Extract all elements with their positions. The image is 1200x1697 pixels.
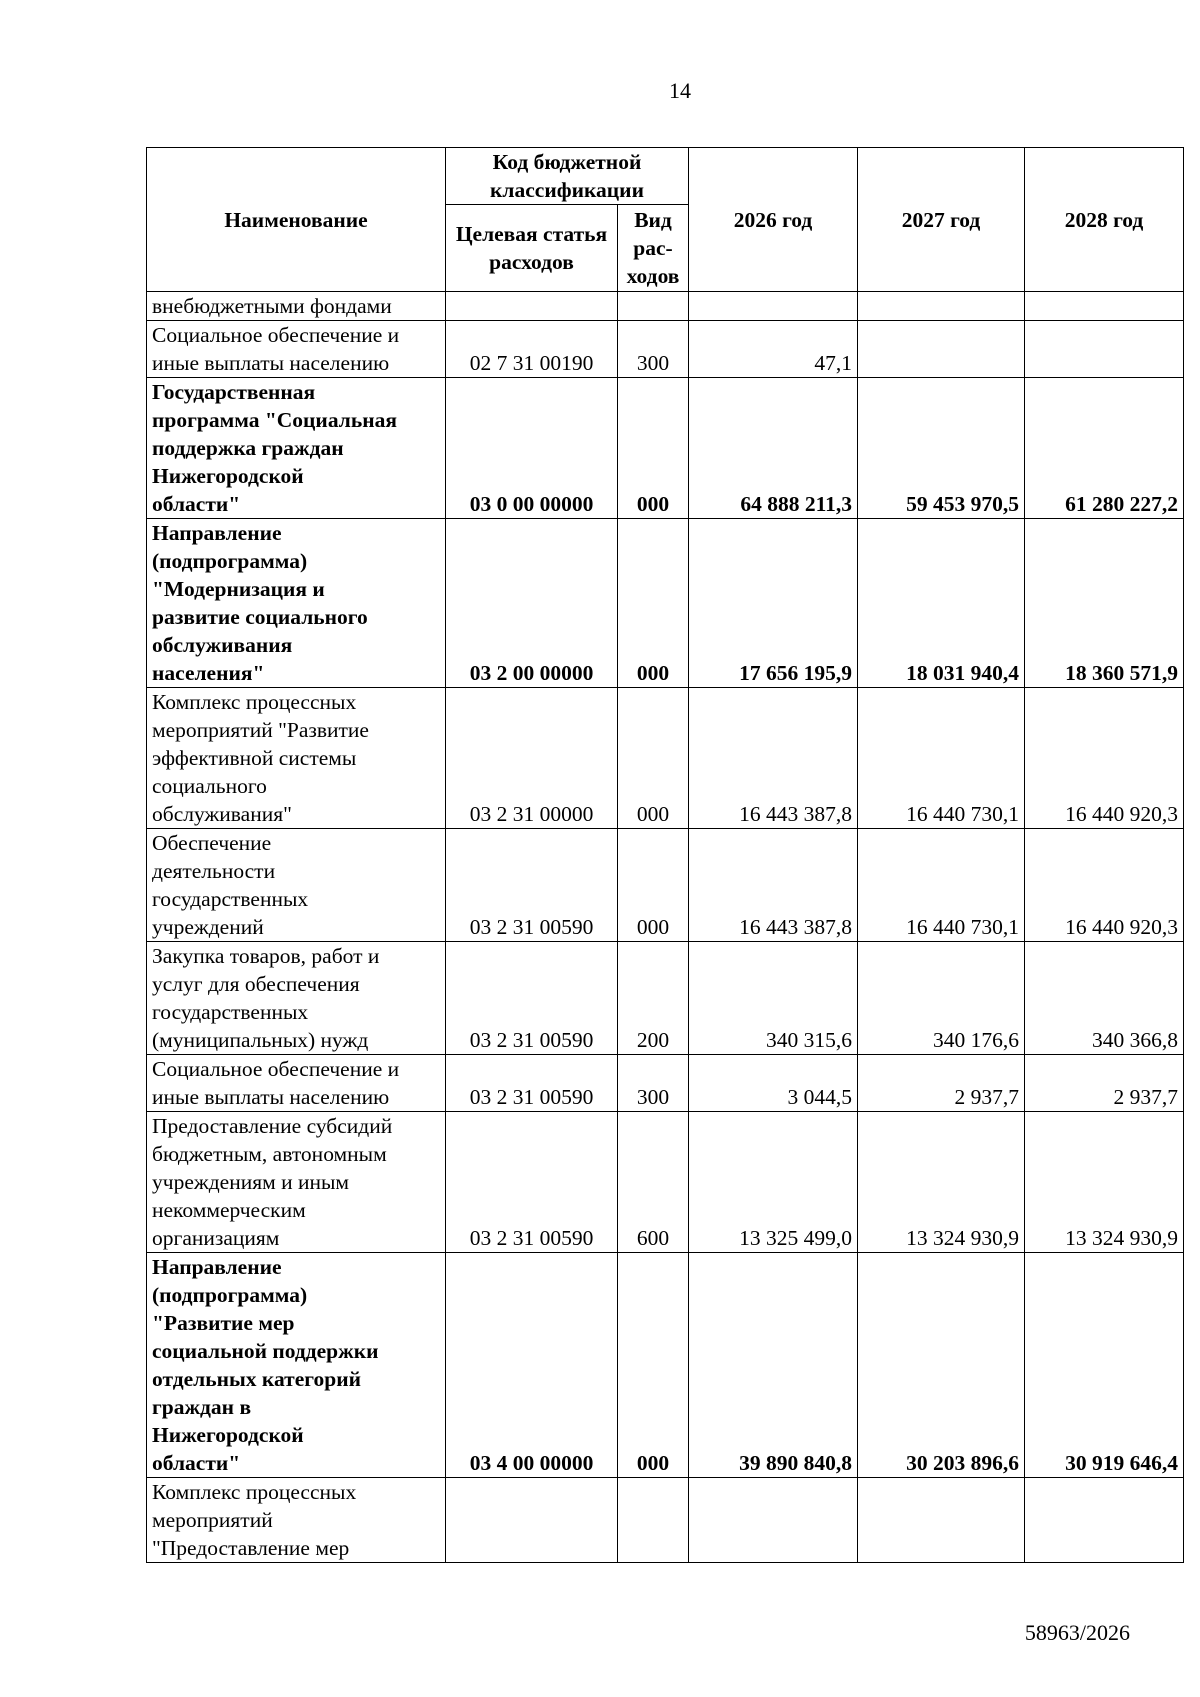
budget-table xyxy=(146,147,1184,1563)
table-row xyxy=(147,292,1184,321)
cell-name: Обеспечение деятельности государственных учреждений xyxy=(147,829,446,942)
page-number: 14 xyxy=(669,78,691,103)
cell-kind: 000 xyxy=(618,688,689,829)
cell-code: 03 2 31 00590 xyxy=(446,1112,618,1253)
table-row xyxy=(147,688,1184,829)
cell-kind: 600 xyxy=(618,1112,689,1253)
cell-y2027: 16 440 730,1 xyxy=(858,688,1025,829)
table-body xyxy=(147,292,1184,1563)
cell-y2027: 340 176,6 xyxy=(858,942,1025,1055)
cell-y2026: 16 443 387,8 xyxy=(689,688,858,829)
header-target-article: Целевая статья расходов xyxy=(446,205,618,292)
cell-kind: 000 xyxy=(618,519,689,688)
table-row xyxy=(147,829,1184,942)
cell-y2027: 30 203 896,6 xyxy=(858,1253,1025,1478)
cell-y2026: 17 656 195,9 xyxy=(689,519,858,688)
cell-y2028 xyxy=(1025,292,1184,321)
cell-y2026: 16 443 387,8 xyxy=(689,829,858,942)
cell-name: Направление (подпрограмма) "Модернизация и развитие социального обслуживания населения" xyxy=(147,519,446,688)
cell-name: Социальное обеспечение и иные выплаты населению xyxy=(147,321,446,378)
cell-y2028: 61 280 227,2 xyxy=(1025,378,1184,519)
cell-kind xyxy=(618,292,689,321)
cell-y2028 xyxy=(1025,1478,1184,1563)
cell-y2027: 2 937,7 xyxy=(858,1055,1025,1112)
cell-y2026: 13 325 499,0 xyxy=(689,1112,858,1253)
cell-y2026: 340 315,6 xyxy=(689,942,858,1055)
cell-y2027: 18 031 940,4 xyxy=(858,519,1025,688)
header-year-2027: 2027 год xyxy=(858,148,1025,292)
cell-code: 03 0 00 00000 xyxy=(446,378,618,519)
cell-code: 03 2 31 00590 xyxy=(446,942,618,1055)
cell-name: Предоставление субсидий бюджетным, автономным учреждениям и иным некоммерческим организациям xyxy=(147,1112,446,1253)
cell-name: Комплекс процессных мероприятий "Предоставление мер xyxy=(147,1478,446,1563)
document-id: 58963/2026 xyxy=(1024,1620,1130,1645)
cell-y2026: 64 888 211,3 xyxy=(689,378,858,519)
table-header xyxy=(147,148,1184,292)
cell-kind: 000 xyxy=(618,829,689,942)
cell-code: 03 2 31 00000 xyxy=(446,688,618,829)
cell-code: 03 4 00 00000 xyxy=(446,1253,618,1478)
cell-y2027 xyxy=(858,1478,1025,1563)
cell-y2028: 2 937,7 xyxy=(1025,1055,1184,1112)
cell-y2028: 18 360 571,9 xyxy=(1025,519,1184,688)
cell-kind: 300 xyxy=(618,321,689,378)
cell-kind: 300 xyxy=(618,1055,689,1112)
cell-y2027 xyxy=(858,292,1025,321)
cell-code: 03 2 31 00590 xyxy=(446,829,618,942)
cell-y2028 xyxy=(1025,321,1184,378)
cell-name: внебюджетными фондами xyxy=(147,292,446,321)
header-name: Наименование xyxy=(147,148,446,292)
cell-y2026 xyxy=(689,292,858,321)
table-row xyxy=(147,942,1184,1055)
cell-name: Закупка товаров, работ и услуг для обеспечения государственных (муниципальных) нужд xyxy=(147,942,446,1055)
cell-name: Направление (подпрограмма) "Развитие мер социальной поддержки отдельных категорий граждан в Нижегородской области" xyxy=(147,1253,446,1478)
header-code-group: Код бюджетной классификации xyxy=(446,148,689,205)
cell-y2028: 30 919 646,4 xyxy=(1025,1253,1184,1478)
cell-y2026 xyxy=(689,1478,858,1563)
table-row xyxy=(147,1478,1184,1563)
cell-y2026: 39 890 840,8 xyxy=(689,1253,858,1478)
cell-code: 03 2 31 00590 xyxy=(446,1055,618,1112)
cell-name: Комплекс процессных мероприятий "Развитие эффективной системы социального обслуживания" xyxy=(147,688,446,829)
cell-y2028: 13 324 930,9 xyxy=(1025,1112,1184,1253)
table-row xyxy=(147,1112,1184,1253)
cell-y2027: 13 324 930,9 xyxy=(858,1112,1025,1253)
table-row xyxy=(147,321,1184,378)
cell-kind: 200 xyxy=(618,942,689,1055)
table-row xyxy=(147,1055,1184,1112)
cell-code: 03 2 00 00000 xyxy=(446,519,618,688)
cell-kind: 000 xyxy=(618,378,689,519)
cell-code: 02 7 31 00190 xyxy=(446,321,618,378)
table-row xyxy=(147,519,1184,688)
cell-kind xyxy=(618,1478,689,1563)
cell-y2026: 3 044,5 xyxy=(689,1055,858,1112)
cell-kind: 000 xyxy=(618,1253,689,1478)
cell-y2028: 16 440 920,3 xyxy=(1025,688,1184,829)
header-expense-kind: Вид рас-ходов xyxy=(618,205,689,292)
header-year-2026: 2026 год xyxy=(689,148,858,292)
header-year-2028: 2028 год xyxy=(1025,148,1184,292)
table-row xyxy=(147,1253,1184,1478)
cell-y2026: 47,1 xyxy=(689,321,858,378)
cell-y2028: 16 440 920,3 xyxy=(1025,829,1184,942)
cell-y2027: 16 440 730,1 xyxy=(858,829,1025,942)
cell-y2027 xyxy=(858,321,1025,378)
table-row xyxy=(147,378,1184,519)
cell-y2027: 59 453 970,5 xyxy=(858,378,1025,519)
cell-code xyxy=(446,1478,618,1563)
cell-code xyxy=(446,292,618,321)
cell-y2028: 340 366,8 xyxy=(1025,942,1184,1055)
cell-name: Социальное обеспечение и иные выплаты населению xyxy=(147,1055,446,1112)
cell-name: Государственная программа "Социальная поддержка граждан Нижегородской области" xyxy=(147,378,446,519)
